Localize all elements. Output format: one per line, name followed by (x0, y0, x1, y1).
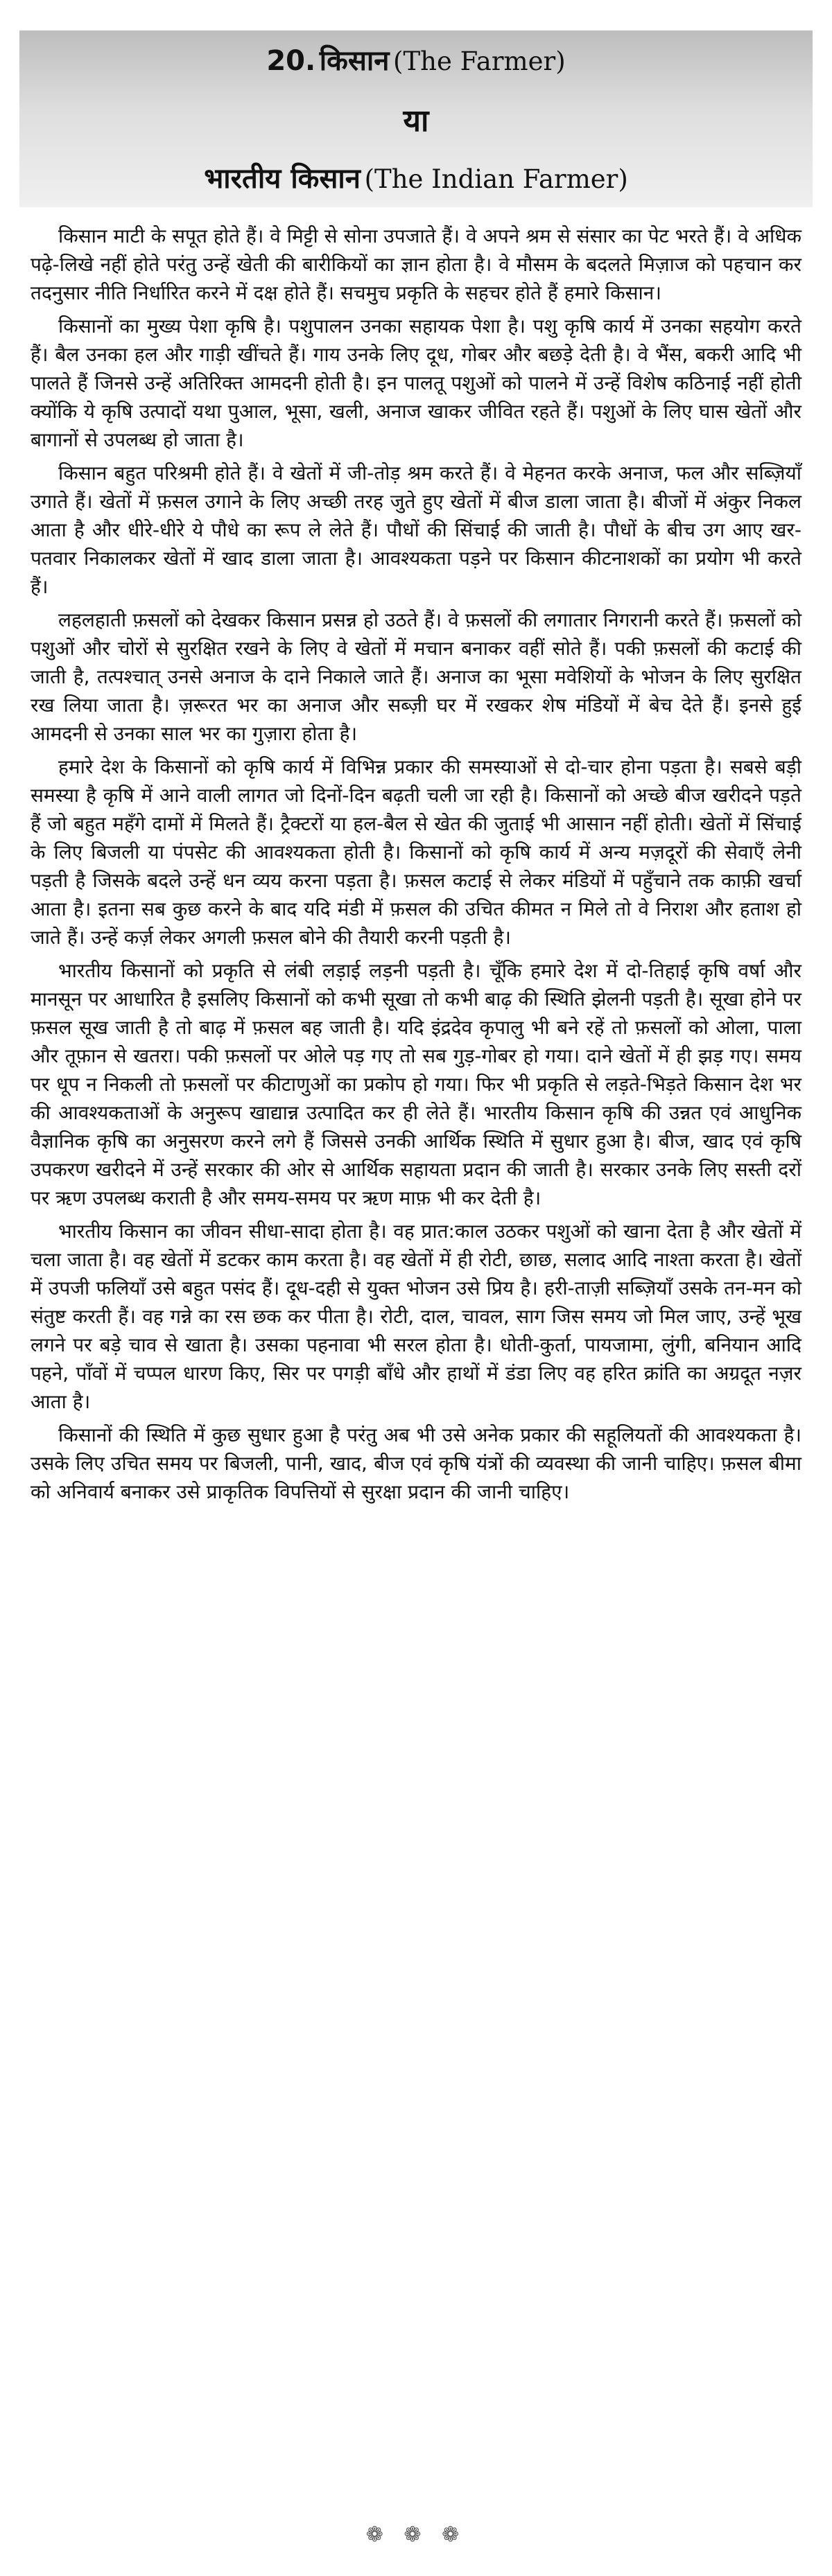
title-english: (The Farmer) (393, 46, 566, 76)
title-or: या (403, 103, 429, 139)
paragraph-7: भारतीय किसान का जीवन सीधा-सादा होता है। वह प्रात:काल उठकर पशुओं को खाना देता है और खेतों में चला जाता है। वह खेतों में डटकर काम करता है। वह खेतों में ही रोटी, छाछ, सलाद आदि नाश्ता करता है। खेतों में उपजी फलियाँ उसे बहुत पसंद हैं। दूध-दही से युक्त भोजन उसे प्रिय है। हरी-ताज़ी सब्ज़ियाँ उसके तन-मन को संतुष्ट करती हैं। वह गन्ने का रस छक कर पीता है। रोटी, दाल, चावल, साग जिस समय जो मिल जाए, उन्हें भूख लगने पर बड़े चाव से खाता है। उसका पहनावा भी सरल होता है। धोती-कुर्ता, पायजामा, लुंगी, बनियान आदि पहने, पाँवों में चप्पल धारण किए, सिर पर पगड़ी बाँधे और हाथों में डंडा लिए वह हरित क्रांति का अग्रदूत नज़र आता है। (31, 1220, 801, 1413)
paragraph-2: किसानों का मुख्य पेशा कृषि है। पशुपालन उनका सहायक पेशा है। पशु कृषि कार्य में उनका सहयोग करते हैं। बैल उनका हल और गाड़ी खींचते हैं। गाय उनके लिए दूध, गोबर और बछड़े देती है। वे भैंस, बकरी आदि भी पालते हैं जिनसे उन्हें अतिरिक्त आमदनी होती है। इन पालतू पशुओं को पालने में उन्हें विशेष कठिनाई नहीं होती क्योंकि ये कृषि उत्पादों यथा पुआल, भूसा, खली, अनाज खाकर जीवित रहते हैं। पशुओं के लिए घास खेतों और बागानों से उपलब्ध हो जाता है। (31, 315, 801, 451)
paragraph-1: किसान माटी के सपूत होते हैं। वे मिट्टी से सोना उपजाते हैं। वे अपने श्रम से संसार का पेट भरते हैं। वे अधिक पढ़े-लिखे नहीं होते परंतु उन्हें खेती की बारीकियों का ज्ञान होता है। वे मौसम के बदलते मिज़ाज को पहचान कर तदनुसार नीति निर्धारित करने में दक्ष होते हैं। सचमुच प्रकृति के सहचर होते हैं हमारे किसान। (31, 225, 801, 304)
paragraph-6: भारतीय किसानों को प्रकृति से लंबी लड़ाई लड़नी पड़ती है। चूँकि हमारे देश में दो-तिहाई कृषि वर्षा और मानसून पर आधारित है इसलिए किसानों को कभी सूखा तो कभी बाढ़ की स्थिति झेलनी पड़ती है। सूखा होने पर फ़सल सूख जाती है तो बाढ़ में फ़सल बह जाती है। यदि इंद्रदेव कृपालु भी बने रहें तो फ़सलों को ओला, पाला और तूफ़ान से खतरा। पकी फ़सलों पर ओले पड़ गए तो सब गुड़-गोबर हो गया। दाने खेतों में ही झड़ गए। समय पर धूप न निकली तो फ़सलों पर कीटाणुओं का प्रकोप हो गया। फिर भी प्रकृति से लड़ते-भिड़ते किसान देश भर की आवश्यकताओं के अनुरूप खाद्यान्न उत्पादित कर ही लेते हैं। भारतीय किसान कृषि की उन्नत एवं आधुनिक वैज्ञानिक कृषि का अनुसरण करने लगे हैं जिससे उनकी आर्थिक स्थिति में सुधार हुआ है। बीज, खाद एवं कृषि उपकरण खरीदने में उन्हें सरकार की ओर से आर्थिक सहायता प्रदान की जाती है। सरकार उनके लिए सस्ती दरों पर ऋण उपलब्ध कराती है और समय-समय पर ऋण माफ़ भी कर देती है। (31, 959, 801, 1209)
essay-title (19, 40, 813, 78)
paragraph-3: किसान बहुत परिश्रमी होते हैं। वे खेतों में जी-तोड़ श्रम करते हैं। वे मेहनत करके अनाज, फल और सब्ज़ियाँ उगाते हैं। खेतों में फ़सल उगाने के लिए अच्छी तरह जुते हुए खेतों में बीज डाला जाता है। बीजों में अंकुर निकल आता है और धीरे-धीरे ये पौधे का रूप ले लेते हैं। पौधों की सिंचाई की जाती है। पौधों के बीच उग आए खर-पतवार निकालकर खेतों में खाद डाला जाता है। आवश्यकता पड़ने पर किसान कीटनाशकों का प्रयोग भी करते हैं। (31, 462, 801, 598)
paragraph-5: हमारे देश के किसानों को कृषि कार्य में विभिन्न प्रकार की समस्याओं से दो-चार होना पड़ता है। सबसे बड़ी समस्या है कृषि में आने वाली लागत जो दिनों-दिन बढ़ती चली जा रही है। किसानों को अच्छे बीज खरीदने पड़ते हैं जो बहुत महँगे दामों में मिलते हैं। ट्रैक्टरों या हल-बैल से खेत की जुताई भी आसान नहीं होती। खेतों में सिंचाई के लिए बिजली या पंपसेट की आवश्यकता होती है। किसानों को कृषि कार्य में अन्य मज़दूरों की सेवाएँ लेनी पड़ती है जिसके बदले उन्हें धन व्यय करना पड़ता है। फ़सल कटाई से लेकर मंडियों में पहुँचाने तक काफ़ी खर्चा आता है। इतना सब कुछ करने के बाद यदि मंडी में फ़सल की उचित कीमत न मिले तो वे निराश और हताश हो जाते हैं। उन्हें कर्ज़ लेकर अगली फ़सल बोने की तैयारी करनी पड़ती है। (31, 755, 801, 949)
title-banner (19, 30, 813, 207)
essay-subtitle (19, 158, 813, 196)
essay-body (31, 222, 801, 1511)
subtitle-english: (The Indian Farmer) (364, 164, 628, 194)
paragraph-4: लहलहाती फ़सलों को देखकर किसान प्रसन्न हो उठते हैं। वे फ़सलों की लगातार निगरानी करते हैं। फ़सलों को पशुओं और चोरों से सुरक्षित रखने के लिए वे खेतों में मचान बनाकर वहीं सोते हैं। पकी फ़सलों की कटाई की जाती है, तत्पश्चात् उनसे अनाज के दाने निकाले जाते हैं। अनाज का भूसा मवेशियों के भोजन के लिए सुरक्षित रख लिया जाता है। ज़रूरत भर का अनाज और सब्ज़ी घर में रखकर शेष मंडियों में बेच देते हैं। इनसे हुई आमदनी से उनका साल भर का गुज़ारा होता है। (31, 608, 801, 745)
subtitle-hindi: भारतीय किसान (204, 163, 361, 195)
flower-ornament-icon: ❁ ❁ ❁ (365, 2523, 467, 2547)
title-number: 20. (266, 45, 316, 77)
paragraph-8: किसानों की स्थिति में कुछ सुधार हुआ है परंतु अब भी उसे अनेक प्रकार की सहूलियतों की आवश्यकता है। उसके लिए उचित समय पर बिजली, पानी, खाद, बीज एवं कृषि यंत्रों की व्यवस्था की जानी चाहिए। फ़सल बीमा को अनिवार्य बनाकर उसे प्राकृतिक विपत्तियों से सुरक्षा प्रदान की जानी चाहिए। (31, 1423, 801, 1503)
title-hindi: किसान (319, 45, 390, 77)
